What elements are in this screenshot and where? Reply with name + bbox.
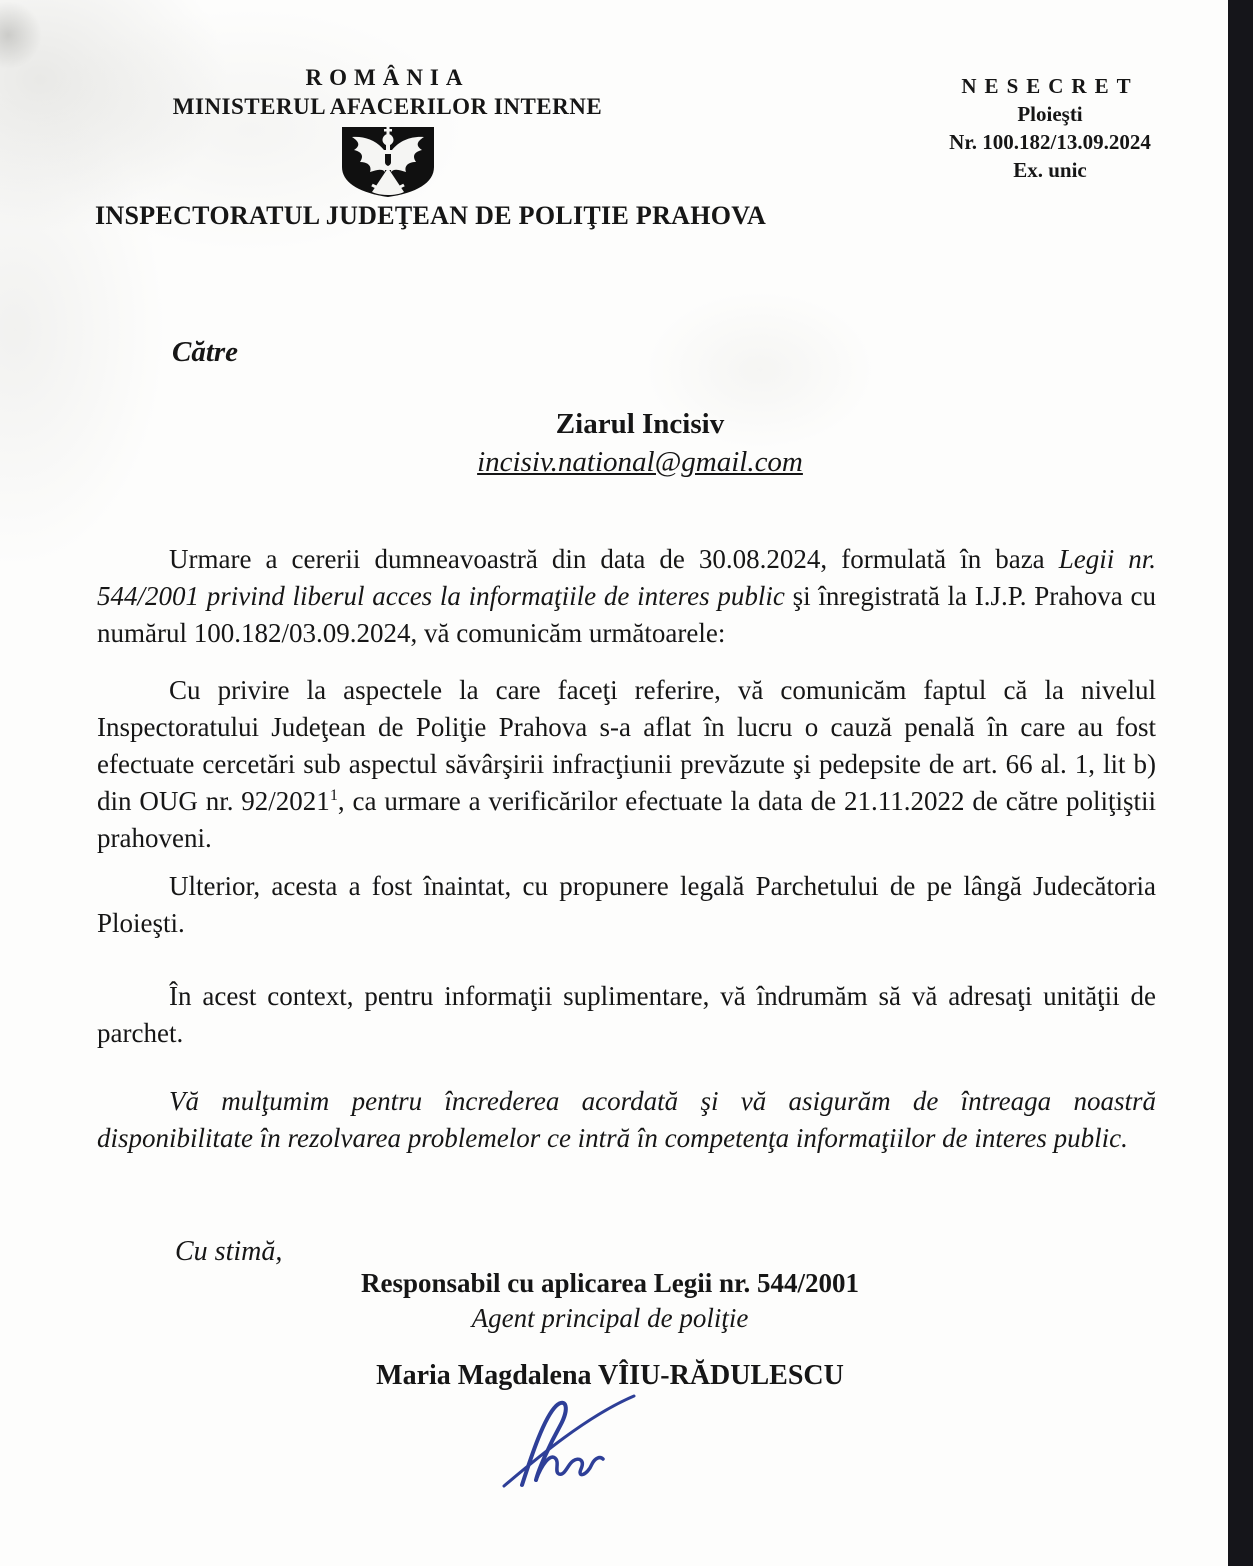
ministry-title: MINISTERUL AFACERILOR INTERNE (172, 94, 603, 119)
registration-number: Nr. 100.182/13.09.2024 (949, 130, 1151, 154)
paragraph-guidance: În acest context, pentru informaţii suplimentare, vă îndrumăm să vă adresaţi unităţii de parchet. (97, 981, 1156, 1048)
closing-salutation: Cu stimă, (175, 1236, 283, 1267)
romanian-coat-of-arms-icon (336, 122, 440, 200)
country-title: ROMÂNIA (305, 65, 470, 90)
signer-name: Maria Magdalena VÎIU-RĂDULESCU (376, 1360, 844, 1391)
scanner-edge-artifact (1228, 0, 1253, 1566)
paragraph-intro-end: şi înregistrată la I.J.P. Prahova cu numărul 100.182/03.09.2024, vă comunicăm următoarele: (97, 581, 1156, 648)
paragraph-intro (97, 541, 1156, 652)
header-right-block (905, 72, 1195, 184)
case-details-end: , ca urmare a verificărilor efectuate la data de 21.11.2022 de către poliţiştii prahoveni. (97, 786, 1157, 853)
responsible-role: Responsabil cu aplicarea Legii nr. 544/2001 (360, 1268, 860, 1298)
inspectorate-title: INSPECTORATUL JUDEŢEAN DE POLIŢIE PRAHOVA (95, 201, 767, 230)
classification-label: NESECRET (961, 74, 1139, 98)
recipient-name: Ziarul Incisiv (555, 408, 725, 440)
header-left-block (95, 65, 767, 231)
paragraph-case-details (97, 672, 1156, 857)
agent-rank: Agent principal de poliţie (471, 1303, 749, 1333)
recipient-block (95, 405, 1185, 481)
handwritten-signature-icon (492, 1388, 642, 1493)
city-label: Ploieşti (1017, 102, 1083, 126)
footnote-reference: 1 (329, 786, 338, 804)
case-details-text: Cu privire la aspectele la care faceţi referire, vă comunicăm faptul că la nivelul Inspectoratului Judeţean de Poliţie Prahova s-a aflat în lucru o cauză penală în care au fost efectuate cercetări sub aspectul săvârşirii infracţiunii prevăzute şi pedepsite de art. 66 al. 1, lit b) din OUG nr. 92/2021 (97, 675, 1156, 816)
letter-body (97, 541, 1156, 1157)
closing-roles-block (20, 1266, 1200, 1336)
recipient-salutation: Către (172, 336, 239, 368)
recipient-email: incisiv.national@gmail.com (477, 446, 803, 478)
copy-label: Ex. unic (1013, 158, 1087, 182)
paragraph-intro-text: Urmare a cererii dumneavoastră din data de 30.08.2024, formulată în baza (169, 544, 1059, 574)
law-reference-italic: Legii nr. 544/2001 privind liberul acces la informaţiile de interes public (97, 544, 1156, 611)
paragraph-forwarded: Ulterior, acesta a fost înaintat, cu propunere legală Parchetului de pe lângă Judecătoria Ploieşti. (97, 871, 1156, 938)
paragraph-thanks: Vă mulţumim pentru încrederea acordată şi vă asigurăm de întreaga noastră disponibilitate în rezolvarea problemelor ce intră în competenţa informaţiilor de interes public. (97, 1086, 1156, 1153)
